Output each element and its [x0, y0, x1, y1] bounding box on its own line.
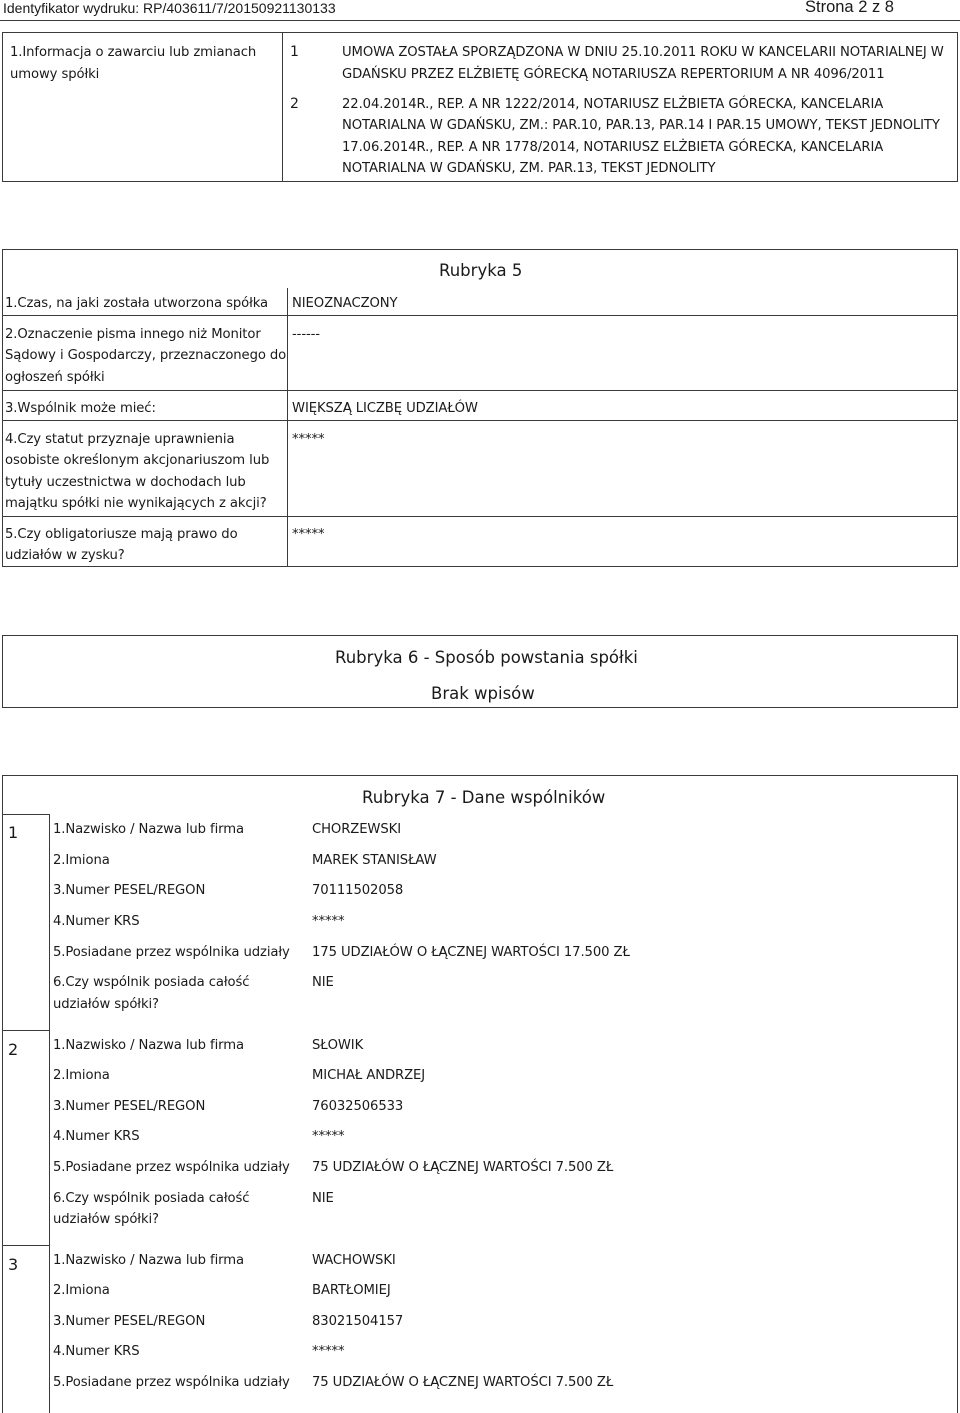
field-label: 5.Posiadane przez wspólnika udziały: [53, 1160, 290, 1175]
field-label: udziałów spółki?: [53, 997, 159, 1012]
field-label: udziałów spółki?: [53, 1212, 159, 1227]
print-identifier: Identyfikator wydruku: RP/403611/7/20150921130133: [3, 0, 336, 16]
partner-number: 3: [8, 1255, 19, 1274]
field-label: 1.Czas, na jaki została utworzona spółka: [5, 296, 269, 311]
field-label: 2.Imiona: [53, 853, 110, 868]
entry-text: NOTARIALNA W GDAŃSKU, ZM.: PAR.10, PAR.13, PAR.14 I PAR.15 UMOWY, TEKST JEDNOLITY: [342, 118, 940, 133]
partner-shares: 75 UDZIAŁÓW O ŁĄCZNEJ WARTOŚCI 7.500 ZŁ: [312, 1375, 614, 1390]
field-label: 1.Nazwisko / Nazwa lub firma: [53, 1253, 244, 1268]
entry-text: 22.04.2014R., REP. A NR 1222/2014, NOTARIUSZ ELŻBIETA GÓRECKA, KANCELARIA: [342, 97, 884, 112]
field-label: 2.Imiona: [53, 1068, 110, 1083]
field-label: 3.Numer PESEL/REGON: [53, 1314, 206, 1329]
partner-krs: *****: [312, 914, 345, 929]
field-value: *****: [292, 432, 325, 447]
rubryka5-title: Rubryka 5: [439, 261, 523, 280]
rubryka5-divider: [287, 288, 288, 567]
field-label: Sądowy i Gospodarczy, przeznaczonego do: [5, 348, 287, 363]
field-label: 2.Imiona: [53, 1283, 110, 1298]
entry-number: 2: [290, 96, 299, 112]
contract-info-divider: [282, 32, 283, 182]
field-label: 2.Oznaczenie pisma innego niż Monitor: [5, 327, 261, 342]
partner-pesel: 70111502058: [312, 883, 404, 898]
partner-pesel: 83021504157: [312, 1314, 404, 1329]
field-label: udziałów w zysku?: [5, 548, 125, 563]
partner-divider: [2, 1030, 49, 1031]
row-divider: [2, 390, 958, 391]
rubryka7-title: Rubryka 7 - Dane wspólników: [362, 788, 606, 807]
field-label: 4.Numer KRS: [53, 1129, 140, 1144]
field-label: 4.Numer KRS: [53, 914, 140, 929]
field-label: ogłoszeń spółki: [5, 370, 105, 385]
entry-text: GDAŃSKU PRZEZ ELŻBIETĘ GÓRECKĄ NOTARIUSZA REPERTORIUM A NR 4096/2011: [342, 67, 885, 82]
partner-names: BARTŁOMIEJ: [312, 1283, 391, 1298]
partner-number: 2: [8, 1040, 19, 1059]
page-number: Strona 2 z 8: [805, 0, 894, 16]
rubryka7-num-divider: [2, 814, 49, 815]
field-label: tytuły uczestnictwa w dochodach lub: [5, 475, 246, 490]
partner-krs: *****: [312, 1129, 345, 1144]
partner-number: 1: [8, 823, 19, 842]
rubryka6-empty: Brak wpisów: [431, 684, 535, 703]
partner-whole: NIE: [312, 1191, 334, 1206]
partner-names: MAREK STANISŁAW: [312, 853, 437, 868]
field-label: 3.Numer PESEL/REGON: [53, 1099, 206, 1114]
row-divider: [2, 420, 958, 421]
partner-surname: CHORZEWSKI: [312, 822, 401, 837]
partner-whole: NIE: [312, 975, 334, 990]
field-label: 5.Posiadane przez wspólnika udziały: [53, 1375, 290, 1390]
field-value: WIĘKSZĄ LICZBĘ UDZIAŁÓW: [292, 401, 478, 416]
partner-krs: *****: [312, 1344, 345, 1359]
field-label: 1.Nazwisko / Nazwa lub firma: [53, 822, 244, 837]
contract-info-label: umowy spółki: [10, 67, 100, 82]
entry-number: 1: [290, 44, 299, 60]
partner-divider: [2, 1245, 49, 1246]
field-value: *****: [292, 527, 325, 542]
header-divider: [0, 20, 960, 21]
field-label: 6.Czy wspólnik posiada całość: [53, 975, 250, 990]
field-label: 1.Nazwisko / Nazwa lub firma: [53, 1038, 244, 1053]
field-label: 3.Wspólnik może mieć:: [5, 401, 156, 416]
row-divider: [2, 516, 958, 517]
contract-info-label: 1.Informacja o zawarciu lub zmianach: [10, 45, 257, 60]
entry-text: 17.06.2014R., REP. A NR 1778/2014, NOTARIUSZ ELŻBIETA GÓRECKA, KANCELARIA: [342, 140, 884, 155]
field-label: majątku spółki nie wynikających z akcji?: [5, 496, 267, 511]
partner-pesel: 76032506533: [312, 1099, 404, 1114]
row-divider: [2, 315, 958, 316]
partner-shares: 175 UDZIAŁÓW O ŁĄCZNEJ WARTOŚCI 17.500 ZŁ: [312, 945, 630, 960]
field-label: 4.Czy statut przyznaje uprawnienia: [5, 432, 235, 447]
field-label: 5.Czy obligatoriusze mają prawo do: [5, 527, 238, 542]
rubryka7-num-divider: [49, 814, 50, 1413]
rubryka6-title: Rubryka 6 - Sposób powstania spółki: [335, 648, 638, 667]
field-label: 4.Numer KRS: [53, 1344, 140, 1359]
field-label: 3.Numer PESEL/REGON: [53, 883, 206, 898]
partner-surname: SŁOWIK: [312, 1038, 364, 1053]
partner-shares: 75 UDZIAŁÓW O ŁĄCZNEJ WARTOŚCI 7.500 ZŁ: [312, 1160, 614, 1175]
field-label: 6.Czy wspólnik posiada całość: [53, 1191, 250, 1206]
field-value: ------: [292, 327, 320, 342]
partner-surname: WACHOWSKI: [312, 1253, 396, 1268]
entry-text: UMOWA ZOSTAŁA SPORZĄDZONA W DNIU 25.10.2011 ROKU W KANCELARII NOTARIALNEJ W: [342, 45, 944, 60]
partner-names: MICHAŁ ANDRZEJ: [312, 1068, 426, 1083]
field-label: 5.Posiadane przez wspólnika udziały: [53, 945, 290, 960]
entry-text: NOTARIALNA W GDAŃSKU, ZM. PAR.13, TEKST JEDNOLITY: [342, 161, 716, 176]
field-label: osobiste określonym akcjonariuszom lub: [5, 453, 270, 468]
field-value: NIEOZNACZONY: [292, 296, 398, 311]
